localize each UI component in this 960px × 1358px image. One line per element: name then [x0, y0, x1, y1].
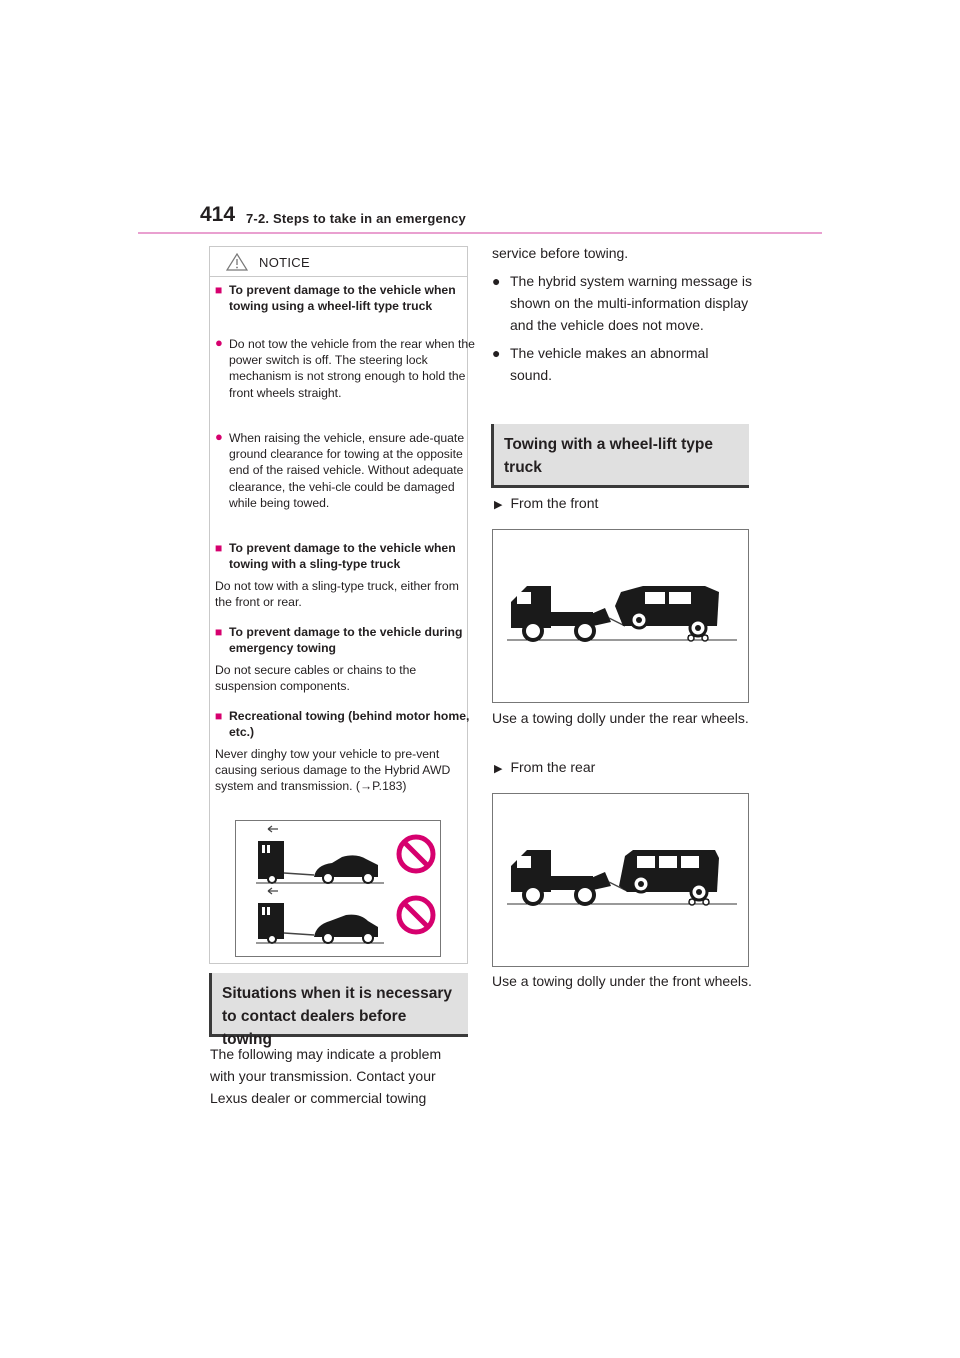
triangle-marker-icon: ▶	[494, 763, 503, 775]
warning-triangle-icon	[226, 253, 248, 271]
situations-text: The following may indicate a problem with your transmission. Contact your Lexus dealer or commercial towing	[210, 1046, 442, 1106]
front-towing-text: Use a towing dolly under the rear wheels.	[492, 710, 749, 726]
square-bullet-icon: ■	[215, 541, 223, 555]
notice-heading: ■ To prevent damage to the vehicle when towing with a sling-type truck	[215, 541, 456, 572]
situations-bullets	[492, 270, 752, 392]
notice-paragraph: Never dinghy tow your vehicle to pre-vent causing serious damage to the Hybrid AWD system and transmission. (→P.183)	[215, 747, 451, 794]
rear-towing-illustration	[492, 793, 749, 967]
prohibited-towing-illustration	[235, 820, 441, 957]
square-bullet-icon: ■	[215, 625, 223, 639]
triangle-marker-icon: ▶	[494, 499, 503, 511]
bullet-dot-icon: ●	[215, 429, 223, 444]
bullet-dot-icon: ●	[492, 273, 501, 289]
rear-towing-text: Use a towing dolly under the front wheels.	[492, 973, 752, 989]
page-number: 414	[200, 203, 236, 226]
header-rule	[138, 232, 822, 234]
from-rear-label: ▶ From the rear	[494, 759, 596, 775]
notice-heading: ■ To prevent damage to the vehicle during emergency towing	[215, 625, 463, 656]
wheel-lift-rear-drawing	[493, 794, 748, 966]
wheel-lift-heading: Towing with a wheel-lift type truck	[491, 424, 749, 488]
bullet-dot-icon: ●	[215, 335, 223, 350]
page-header	[0, 0, 960, 240]
situations-continued: service before towing.	[492, 245, 629, 261]
situations-heading: Situations when it is necessary to contact dealers before towing	[209, 973, 468, 1037]
notice-paragraph: Do not secure cables or chains to the suspension components.	[215, 663, 417, 694]
list-item: ● The hybrid system warning message is shown on the multi-information display and the vehicle does not move.	[492, 270, 752, 336]
notice-heading: ■ Recreational towing (behind motor home, etc.)	[215, 709, 470, 740]
notice-bullet: ● Do not tow the vehicle from the rear when the power switch is off. The steering lock mechanism is not strong enough to hold the front wheels straight.	[215, 335, 475, 400]
bullet-dot-icon: ●	[492, 345, 501, 361]
chapter-title: 7-2. Steps to take in an emergency	[246, 211, 466, 226]
notice-label: NOTICE	[259, 255, 310, 270]
from-front-label: ▶ From the front	[494, 495, 599, 511]
motorhome-towing-drawing	[236, 821, 440, 956]
square-bullet-icon: ■	[215, 283, 223, 297]
notice-header	[210, 247, 467, 277]
notice-bullet: ● When raising the vehicle, ensure ade-quate ground clearance for towing at the opposite end of the raised vehicle. Without adequate clearance, the vehi-cle could be damaged while being towed.	[215, 429, 465, 510]
square-bullet-icon: ■	[215, 709, 223, 723]
notice-paragraph: Do not tow with a sling-type truck, either from the front or rear.	[215, 579, 459, 610]
wheel-lift-front-drawing	[493, 530, 748, 702]
list-item: ● The vehicle makes an abnormal sound.	[492, 342, 752, 386]
notice-heading: ■ To prevent damage to the vehicle when towing using a wheel-lift type truck	[215, 283, 456, 314]
front-towing-illustration	[492, 529, 749, 703]
